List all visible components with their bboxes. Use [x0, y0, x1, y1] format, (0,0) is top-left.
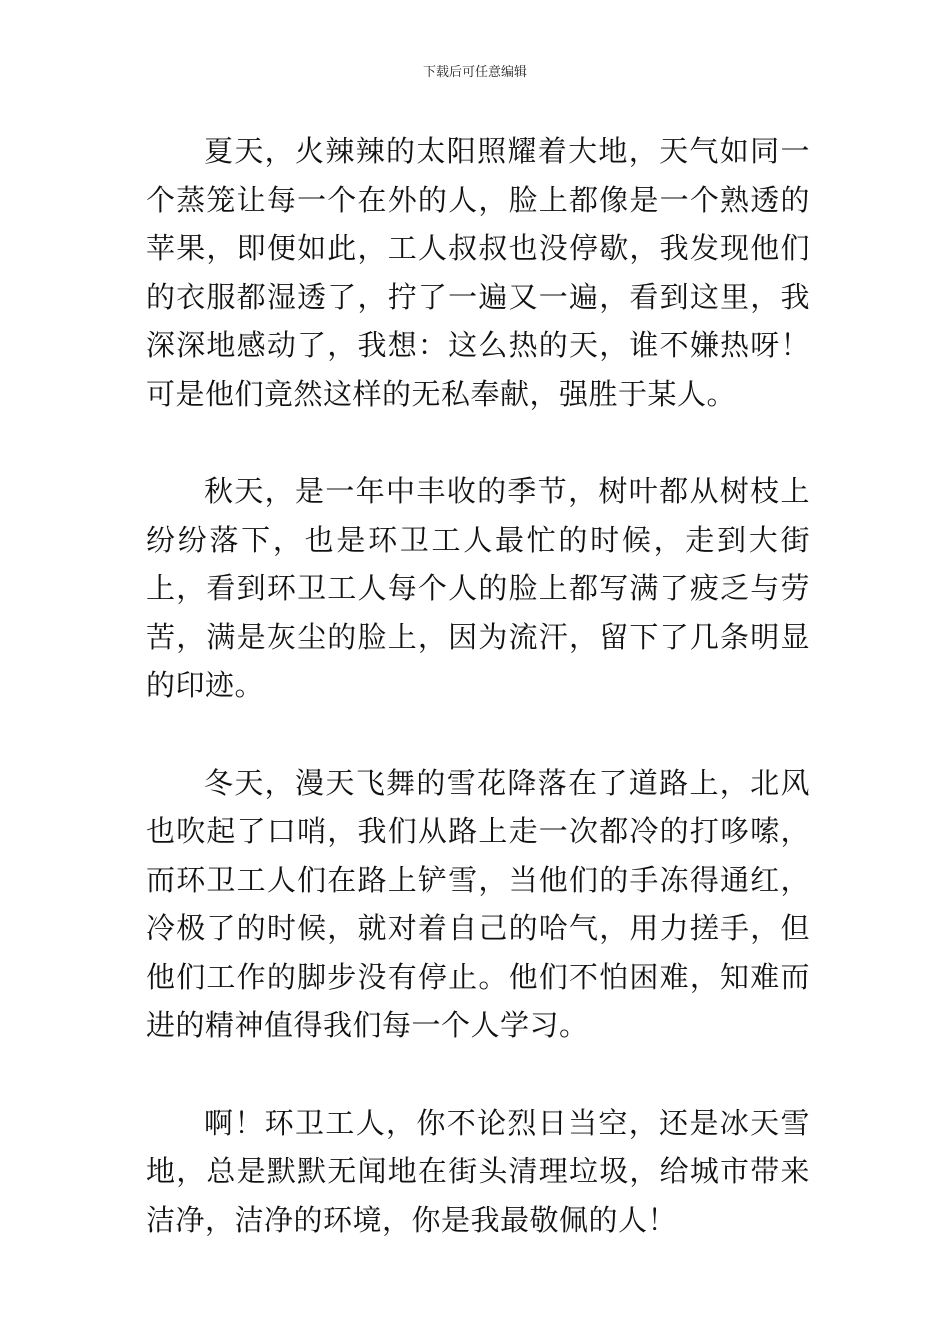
- paragraph-closing: 啊！环卫工人，你不论烈日当空，还是冰天雪地，总是默默无闻地在街头清理垃圾，给城市带来洁净，洁净的环境，你是我最敬佩的人！: [146, 1105, 810, 1237]
- page-header: 下载后可任意编辑: [422, 65, 527, 80]
- document-body: [146, 127, 810, 1244]
- paragraph-winter: 冬天，漫天飞舞的雪花降落在了道路上，北风也吹起了口哨，我们从路上走一次都冷的打哆嗦，而环卫工人们在路上铲雪，当他们的手冻得通红，冷极了的时候，就对着自己的哈气，用力搓手，但他们工作的脚步没有停止。他们不怕困难，知难而进的精神值得我们每一个人学习。: [146, 765, 810, 1042]
- paragraph-autumn: 秋天，是一年中丰收的季节，树叶都从树枝上纷纷落下，也是环卫工人最忙的时候，走到大街上，看到环卫工人每个人的脸上都写满了疲乏与劳苦，满是灰尘的脸上，因为流汗，留下了几条明显的印迹。: [146, 474, 810, 702]
- paragraph-summer: 夏天，火辣辣的太阳照耀着大地，天气如同一个蒸笼让每一个在外的人，脸上都像是一个熟透的苹果，即便如此，工人叔叔也没停歇，我发现他们的衣服都湿透了，拧了一遍又一遍，看到这里，我深深地感动了，我想：这么热的天，谁不嫌热呀！可是他们竟然这样的无私奉献，强胜于某人。: [146, 134, 810, 411]
